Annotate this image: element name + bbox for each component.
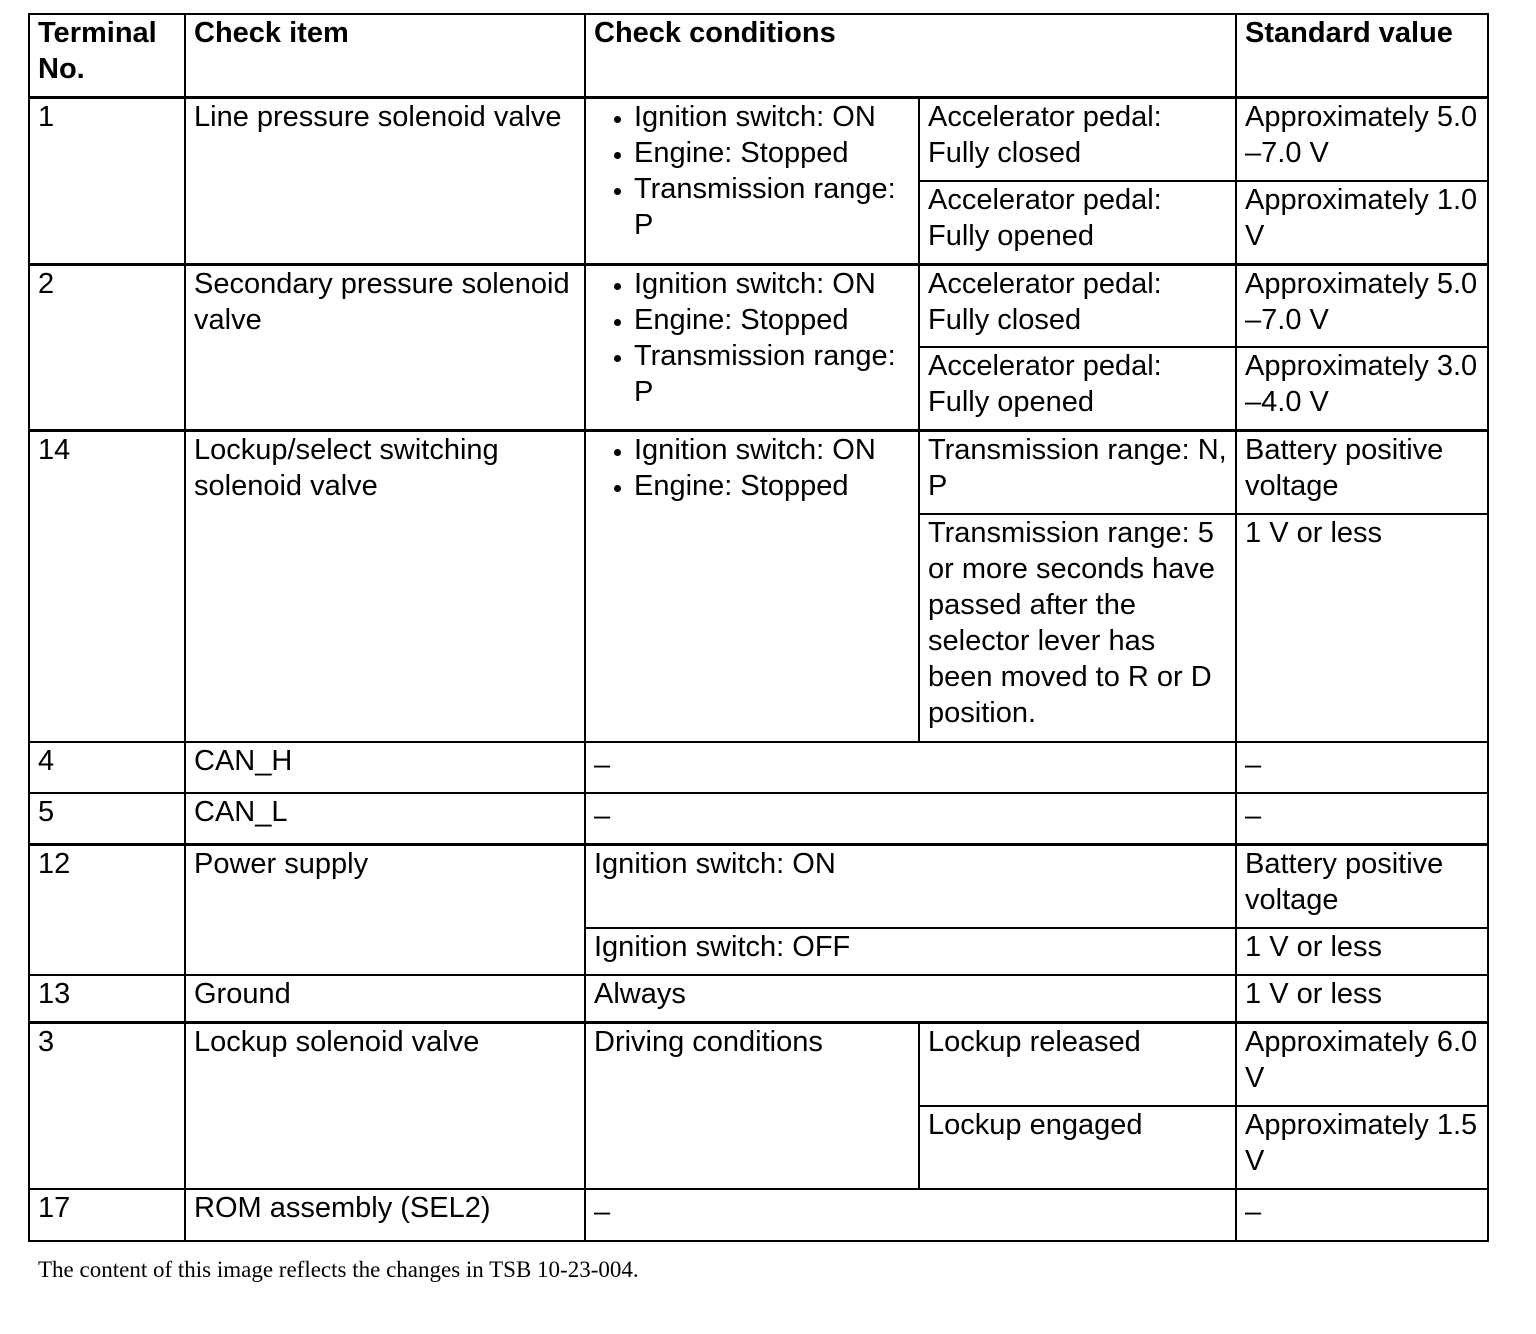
check-item-cell: Power supply [185, 844, 585, 975]
check-conditions-cell: Ignition switch: OFF [585, 928, 1236, 975]
standard-value-cell [1236, 793, 1488, 844]
standard-value-cell: Battery positive voltage [1236, 430, 1488, 514]
terminal-no-cell: 13 [29, 975, 185, 1022]
check-item-cell: Ground [185, 975, 585, 1022]
table-row [29, 97, 1488, 181]
standard-value-cell [1236, 742, 1488, 793]
check-item-cell: Lockup/select switching solenoid valve [185, 430, 585, 742]
header-row [29, 14, 1488, 97]
table-row [29, 742, 1488, 793]
standard-value-cell: Approximately 5.0 –7.0 V [1236, 97, 1488, 181]
list-item: • Engine: Stopped [634, 302, 910, 338]
check-item-cell: CAN_L [185, 793, 585, 844]
dash-text: – [1245, 800, 1262, 832]
check-conditions-cell [585, 97, 919, 264]
sub-condition-cell: Lockup released [919, 1022, 1236, 1106]
dash-text: – [1245, 1196, 1262, 1228]
list-item: • Engine: Stopped [634, 468, 910, 504]
table-row [29, 1022, 1488, 1106]
conditions-list [594, 99, 910, 243]
terminal-no-cell: 4 [29, 742, 185, 793]
check-conditions-cell [585, 264, 919, 430]
check-conditions-cell: Ignition switch: ON [585, 844, 1236, 928]
conditions-list [594, 266, 910, 410]
standard-value-cell [1236, 1189, 1488, 1241]
conditions-list [594, 432, 910, 504]
check-item-cell: ROM assembly (SEL2) [185, 1189, 585, 1241]
standard-value-cell: 1 V or less [1236, 928, 1488, 975]
check-conditions-cell [585, 742, 1236, 793]
standard-value-cell: Approximately 1.0 V [1236, 181, 1488, 264]
list-item: • Ignition switch: ON [634, 432, 910, 468]
sub-condition-cell: Accelerator pedal: Fully closed [919, 264, 1236, 347]
table-row [29, 264, 1488, 347]
list-item: • Ignition switch: ON [634, 266, 910, 302]
table-row [29, 975, 1488, 1022]
standard-value-cell: 1 V or less [1236, 975, 1488, 1022]
sub-condition-cell: Transmission range: 5 or more seconds have passed after the selector lever has been moved to R or D position. [919, 514, 1236, 742]
header-check-conditions: Check conditions [585, 14, 1236, 97]
terminal-no-cell: 12 [29, 844, 185, 975]
check-item-cell: Secondary pressure solenoid valve [185, 264, 585, 430]
sub-condition-cell: Accelerator pedal: Fully opened [919, 181, 1236, 264]
dash-text: – [594, 749, 611, 781]
terminal-no-cell: 14 [29, 430, 185, 742]
standard-value-cell: 1 V or less [1236, 514, 1488, 742]
header-standard-value: Standard value [1236, 14, 1488, 97]
check-item-cell: Lockup solenoid valve [185, 1022, 585, 1189]
standard-value-cell: Approximately 3.0 –4.0 V [1236, 347, 1488, 430]
dash-text: – [1245, 749, 1262, 781]
list-item: • Transmission range: P [634, 338, 910, 410]
footnote: The content of this image reflects the changes in TSB 10-23-004. [38, 1257, 639, 1282]
check-conditions-cell [585, 793, 1236, 844]
table-row [29, 793, 1488, 844]
sub-condition-cell: Accelerator pedal: Fully opened [919, 347, 1236, 430]
sub-condition-cell: Lockup engaged [919, 1106, 1236, 1189]
table-row [29, 844, 1488, 928]
list-item: • Transmission range: P [634, 171, 910, 243]
check-item-cell: CAN_H [185, 742, 585, 793]
terminal-no-cell: 5 [29, 793, 185, 844]
check-item-cell: Line pressure solenoid valve [185, 97, 585, 264]
dash-text: – [594, 1196, 611, 1228]
standard-value-cell: Approximately 6.0 V [1236, 1022, 1488, 1106]
sub-condition-cell: Accelerator pedal: Fully closed [919, 97, 1236, 181]
terminal-no-cell: 17 [29, 1189, 185, 1241]
check-conditions-cell [585, 430, 919, 742]
header-terminal-no: Terminal No. [29, 14, 185, 97]
check-conditions-cell: Driving conditions [585, 1022, 919, 1189]
terminal-check-table [28, 13, 1489, 1242]
standard-value-cell: Approximately 1.5 V [1236, 1106, 1488, 1189]
standard-value-cell: Battery positive voltage [1236, 844, 1488, 928]
dash-text: – [594, 800, 611, 832]
check-conditions-cell [585, 1189, 1236, 1241]
list-item: • Engine: Stopped [634, 135, 910, 171]
check-conditions-cell: Always [585, 975, 1236, 1022]
table-row [29, 1189, 1488, 1241]
list-item: • Ignition switch: ON [634, 99, 910, 135]
table-row [29, 430, 1488, 514]
terminal-no-cell: 3 [29, 1022, 185, 1189]
sub-condition-cell: Transmission range: N, P [919, 430, 1236, 514]
standard-value-cell: Approximately 5.0 –7.0 V [1236, 264, 1488, 347]
header-check-item: Check item [185, 14, 585, 97]
terminal-no-cell: 1 [29, 97, 185, 264]
terminal-no-cell: 2 [29, 264, 185, 430]
